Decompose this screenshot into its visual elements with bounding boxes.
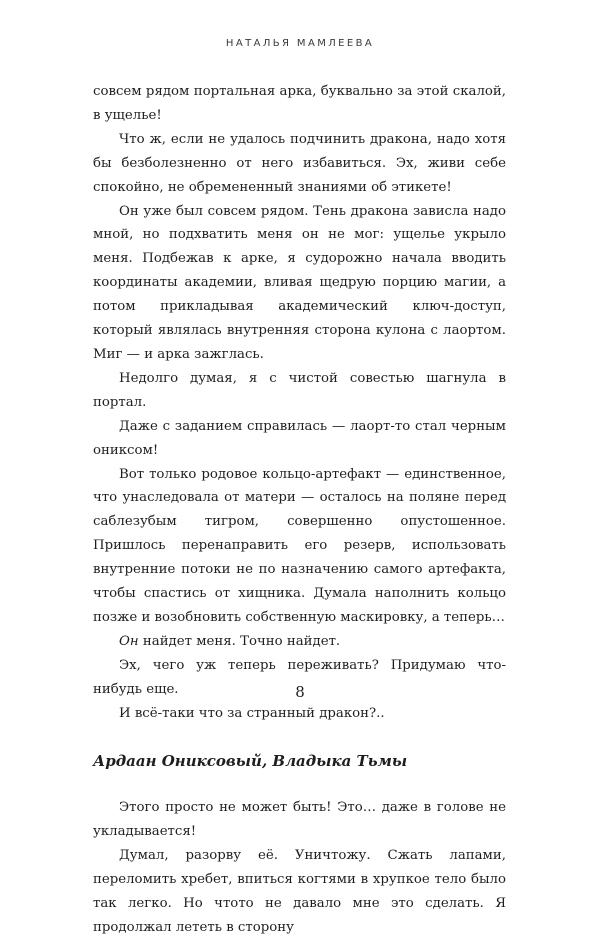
paragraph: совсем рядом портальная арка, буквально за этой скалой, в ущелье! [93,84,506,123]
body-text [93,80,506,940]
paragraph: Вот только родовое кольцо-артефакт — единственное, что унаследовала от матери — осталось на поляне перед саблезубым тигром, совершенно опустошенное. Пришлось перенаправить его резерв, использовать внутренние потоки не по назначению самого артефакта, чтобы спастись от хищника. Думала наполнить кольцо позже и возобновить собственную маскировку, а теперь… [93,466,506,625]
paragraph: И всё-таки что за странный дракон?.. [119,705,385,721]
paragraph: Он уже был совсем рядом. Тень дракона зависла надо мной, но подхватить меня он не мог: ущелье укрыло меня. Подбежав к арке, я судорожно начала вводить координаты академии, вливая щедрую порцию магии, а потом прикладывая академический ключ-доступ, который являлась внутренняя сторона кулона с лаортом. Миг — и арка зажглась. [93,203,506,362]
paragraph-rest: найдет меня. Точно найдет. [138,633,341,649]
section-title: Ардаан Ониксовый, Владыка Тьмы [93,752,408,771]
paragraph: Думал, разорву её. Уничтожу. Сжать лапами, переломить хребет, впиться когтями в хрупкое тело было так легко. Но чтото не давало мне это сделать. Я продолжал лететь в сторону [93,848,506,935]
paragraph: Что ж, если не удалось подчинить дракона, надо хотя бы безболезненно от него избавиться. Эх, живи себе спокойно, не обремененный знаниями об этикете! [93,131,506,195]
paragraph: Этого просто не может быть! Это… даже в голове не укладывается! [93,800,506,840]
page-number: 8 [295,683,305,701]
paragraph: Даже с заданием справилась — лаорт-то стал черным ониксом! [93,418,506,458]
paragraph: Эх, чего уж теперь переживать? Придумаю что-нибудь еще. [93,657,506,697]
paragraph-italic-start [93,630,506,654]
running-head: НАТАЛЬЯ МАМЛЕЕВА [225,38,375,49]
paragraph: Недолго думая, я с чистой совестью шагнула в портал. [93,370,506,410]
italic-word: Он [119,633,139,649]
